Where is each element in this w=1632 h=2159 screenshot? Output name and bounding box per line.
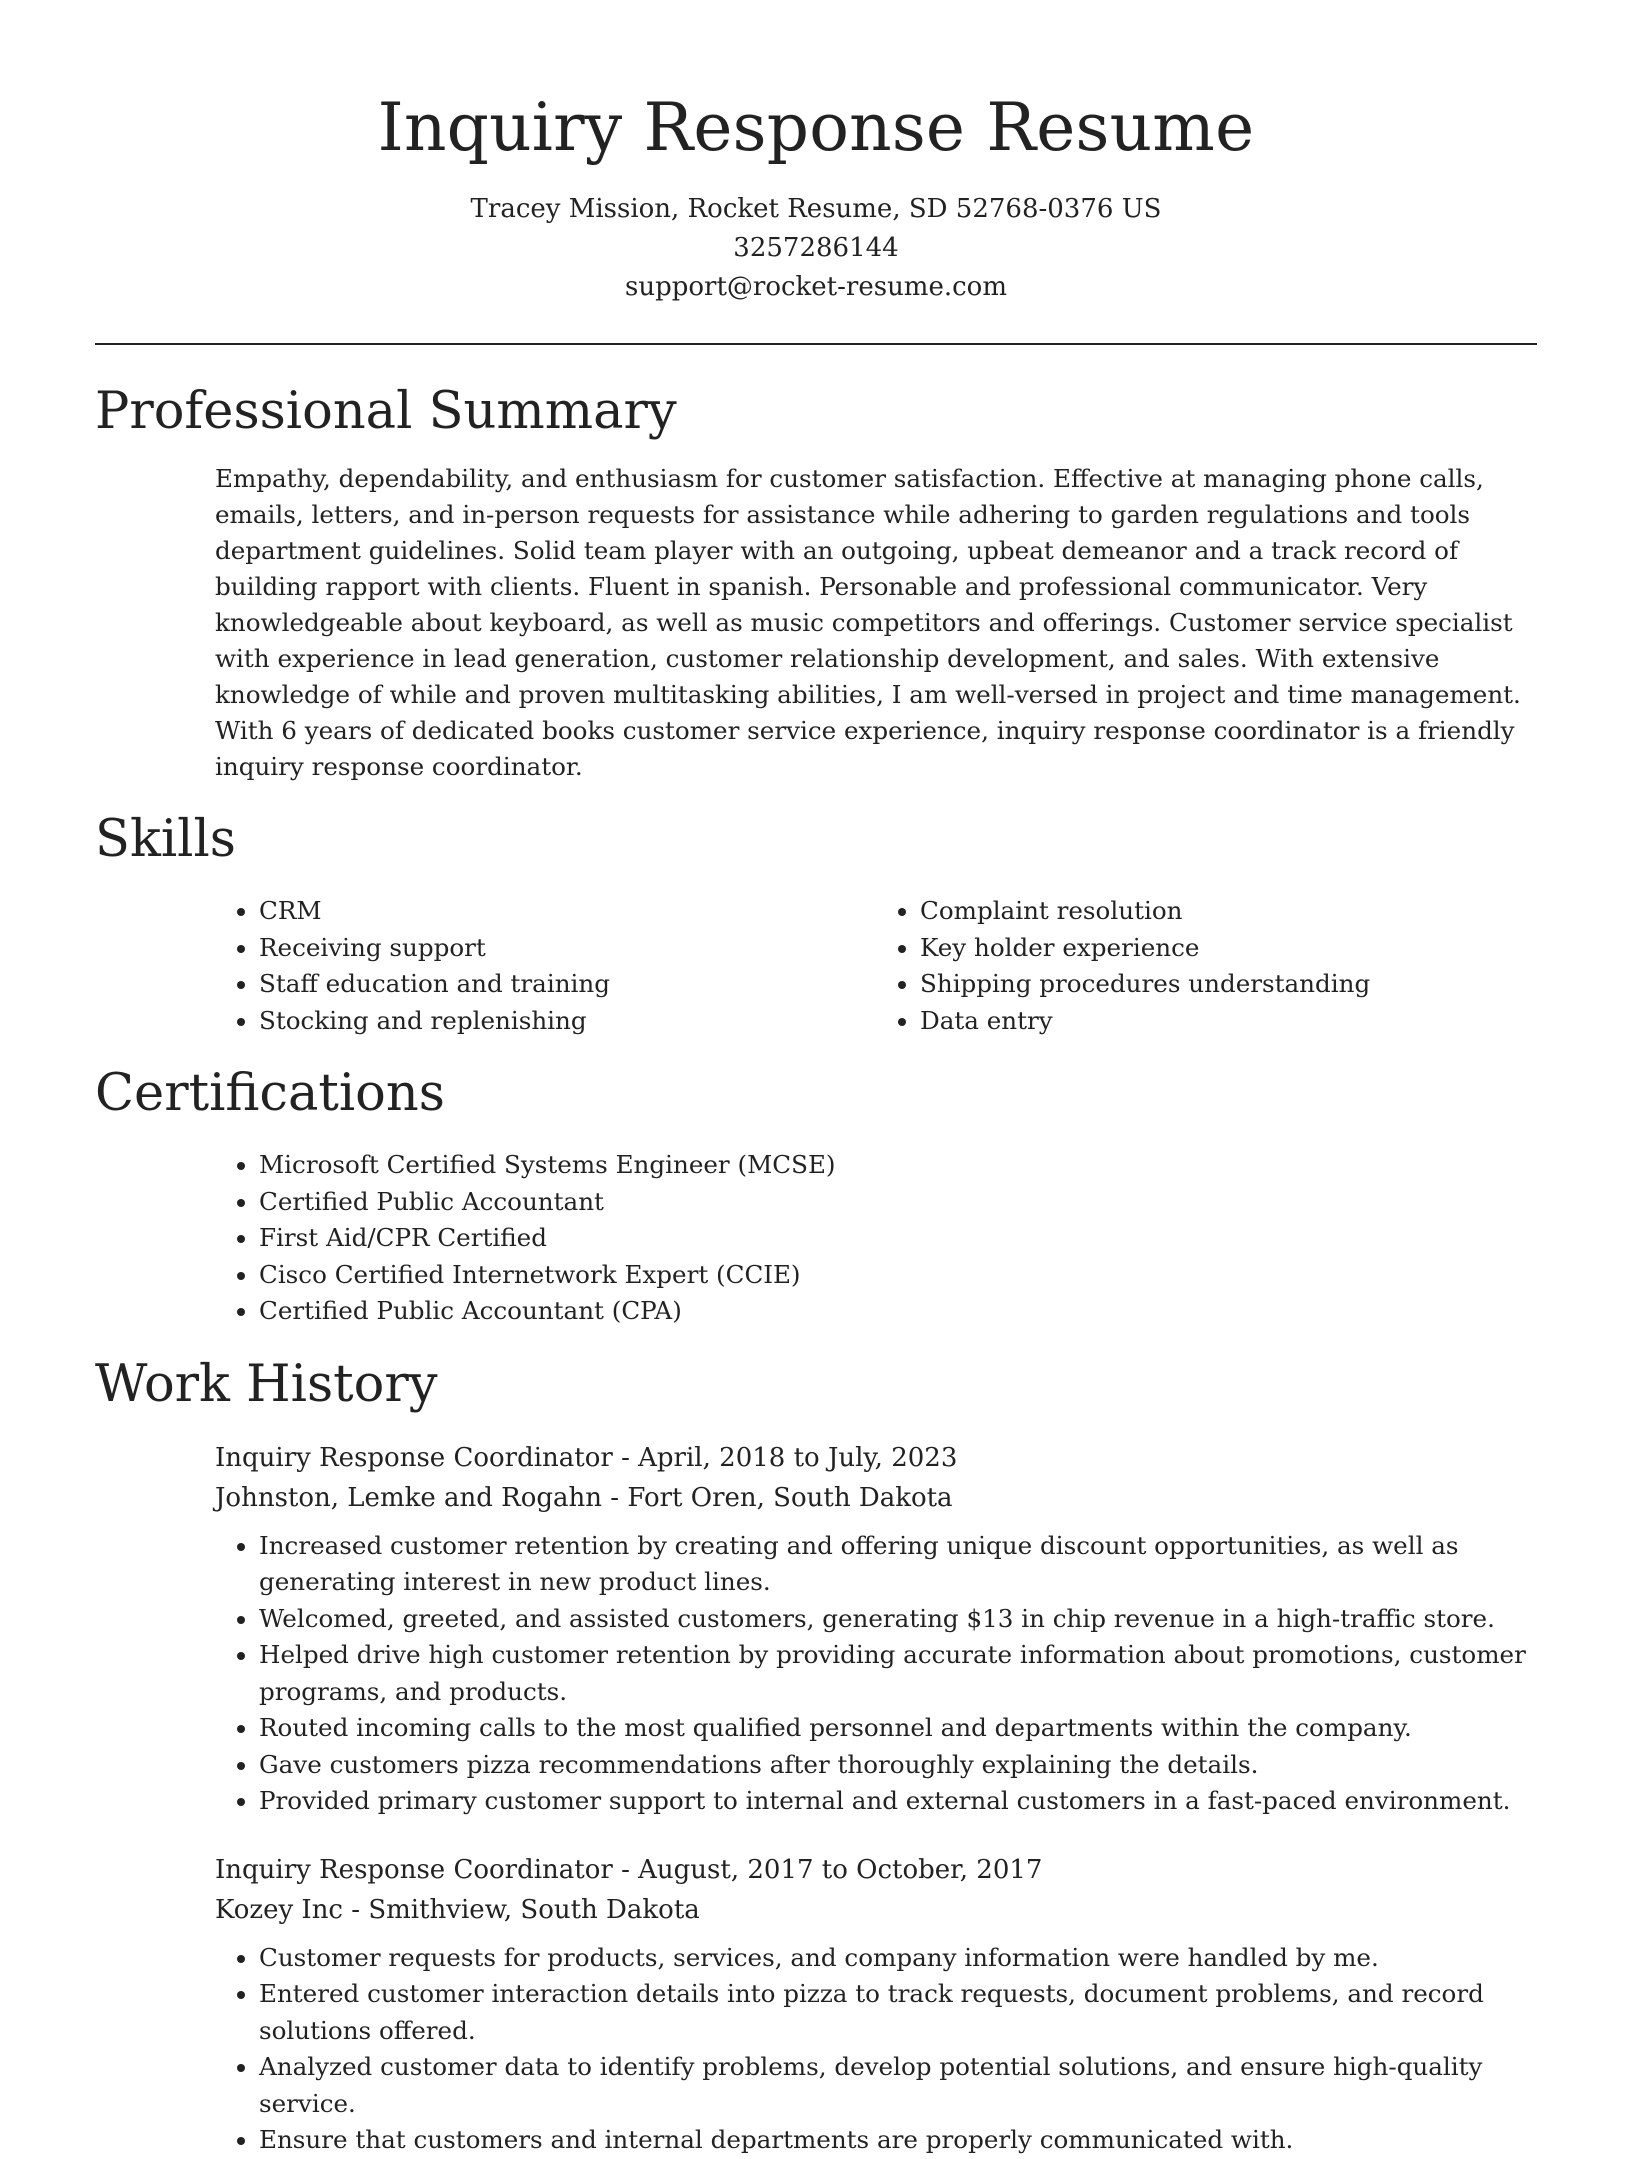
job-separator: - [621, 1442, 639, 1473]
job-title: Inquiry Response Coordinator [215, 1854, 613, 1885]
job-bullet: • Gave customers pizza recommendations after thoroughly explaining the details. [259, 1747, 1537, 1784]
skill-item: • Complaint resolution [920, 893, 1537, 930]
job-separator: - [610, 1482, 628, 1513]
contact-phone: 3257286144 [733, 233, 899, 263]
job-location: Smithview, South Dakota [368, 1894, 700, 1925]
section-title-summary: Professional Summary [95, 382, 677, 441]
section-title-work-history: Work History [95, 1354, 438, 1414]
job-company: Johnston, Lemke and Rogahn [215, 1482, 603, 1513]
resume-title: Inquiry Response Resume [377, 89, 1255, 166]
section-title-skills: Skills [95, 810, 236, 869]
job-bullet: • Entered customer interaction details into pizza to track requests, document problems, and record solutions offered. [259, 1976, 1537, 2049]
resume-header [95, 0, 1537, 307]
skill-item: • Receiving support [259, 930, 876, 967]
job-dates: April, 2018 to July, 2023 [638, 1442, 958, 1473]
contact-address: Tracey Mission, Rocket Resume, SD 52768-0376 US [470, 194, 1162, 224]
job-dates: August, 2017 to October, 2017 [638, 1854, 1043, 1885]
job-bullet: • Routed incoming calls to the most qualified personnel and departments within the company. [259, 1710, 1537, 1747]
job-separator: - [351, 1894, 369, 1925]
job-title-line [215, 1438, 1537, 1478]
skill-item: • Stocking and replenishing [259, 1003, 876, 1040]
job-title: Inquiry Response Coordinator [215, 1442, 613, 1473]
skills-list-right [876, 893, 1537, 1039]
job-entry [215, 1438, 1537, 1820]
job-bullet: • Analyzed customer data to identify problems, develop potential solutions, and ensure high-quality service. [259, 2049, 1537, 2122]
job-bullet: • Helped drive high customer retention by providing accurate information about promotions, customer programs, and products. [259, 1637, 1537, 1710]
job-company-line [215, 1890, 1537, 1930]
certification-item: • Certified Public Accountant [259, 1184, 1537, 1221]
certification-item: • Microsoft Certified Systems Engineer (MCSE) [259, 1147, 1537, 1184]
section-title-certifications: Certifications [95, 1064, 445, 1123]
certifications-list [215, 1147, 1537, 1330]
job-title-line [215, 1850, 1537, 1890]
job-company: Kozey Inc [215, 1894, 343, 1925]
job-company-line [215, 1478, 1537, 1518]
job-separator: - [621, 1854, 639, 1885]
summary-text: Empathy, dependability, and enthusiasm for customer satisfaction. Effective at managing phone calls, emails, letters, and in-person requests for assistance while adhering to garden regulations and tools department guidelines. Solid team player with an outgoing, upbeat demeanor and a track record of building rapport with clients. Fluent in spanish. Personable and professional communicator. Very knowledgeable about keyboard, as well as music competitors and offerings. Customer service specialist with experience in lead generation, customer relationship development, and sales. With extensive knowledge of while and proven multitasking abilities, I am well-versed in project and time management. With 6 years of dedicated books customer service experience, inquiry response coordinator is a friendly inquiry response coordinator. [215, 464, 1521, 781]
skill-item: • Data entry [920, 1003, 1537, 1040]
skill-item: • CRM [259, 893, 876, 930]
header-divider [95, 343, 1537, 345]
job-bullet: • Customer requests for products, services, and company information were handled by me. [259, 1940, 1537, 1977]
contact-email: support@rocket-resume.com [624, 272, 1007, 302]
certification-item: • Certified Public Accountant (CPA) [259, 1293, 1537, 1330]
certification-item: • Cisco Certified Internetwork Expert (CCIE) [259, 1257, 1537, 1294]
job-bullet: • Ensure that customers and internal departments are properly communicated with. [259, 2122, 1537, 2159]
skill-item: • Staff education and training [259, 966, 876, 1003]
skill-item: • Key holder experience [920, 930, 1537, 967]
certification-item: • First Aid/CPR Certified [259, 1220, 1537, 1257]
skill-item: • Shipping procedures understanding [920, 966, 1537, 1003]
job-entry [215, 1850, 1537, 2159]
job-bullet: • Provided primary customer support to internal and external customers in a fast-paced environment. [259, 1783, 1537, 1820]
job-bullet: • Welcomed, greeted, and assisted customers, generating $13 in chip revenue in a high-traffic store. [259, 1601, 1537, 1638]
job-bullets [215, 1940, 1537, 2159]
job-bullets [215, 1528, 1537, 1820]
skills-grid [215, 893, 1537, 1039]
skills-list-left [215, 893, 876, 1039]
job-location: Fort Oren, South Dakota [627, 1482, 953, 1513]
job-bullet: • Increased customer retention by creating and offering unique discount opportunities, as well as generating interest in new product lines. [259, 1528, 1537, 1601]
